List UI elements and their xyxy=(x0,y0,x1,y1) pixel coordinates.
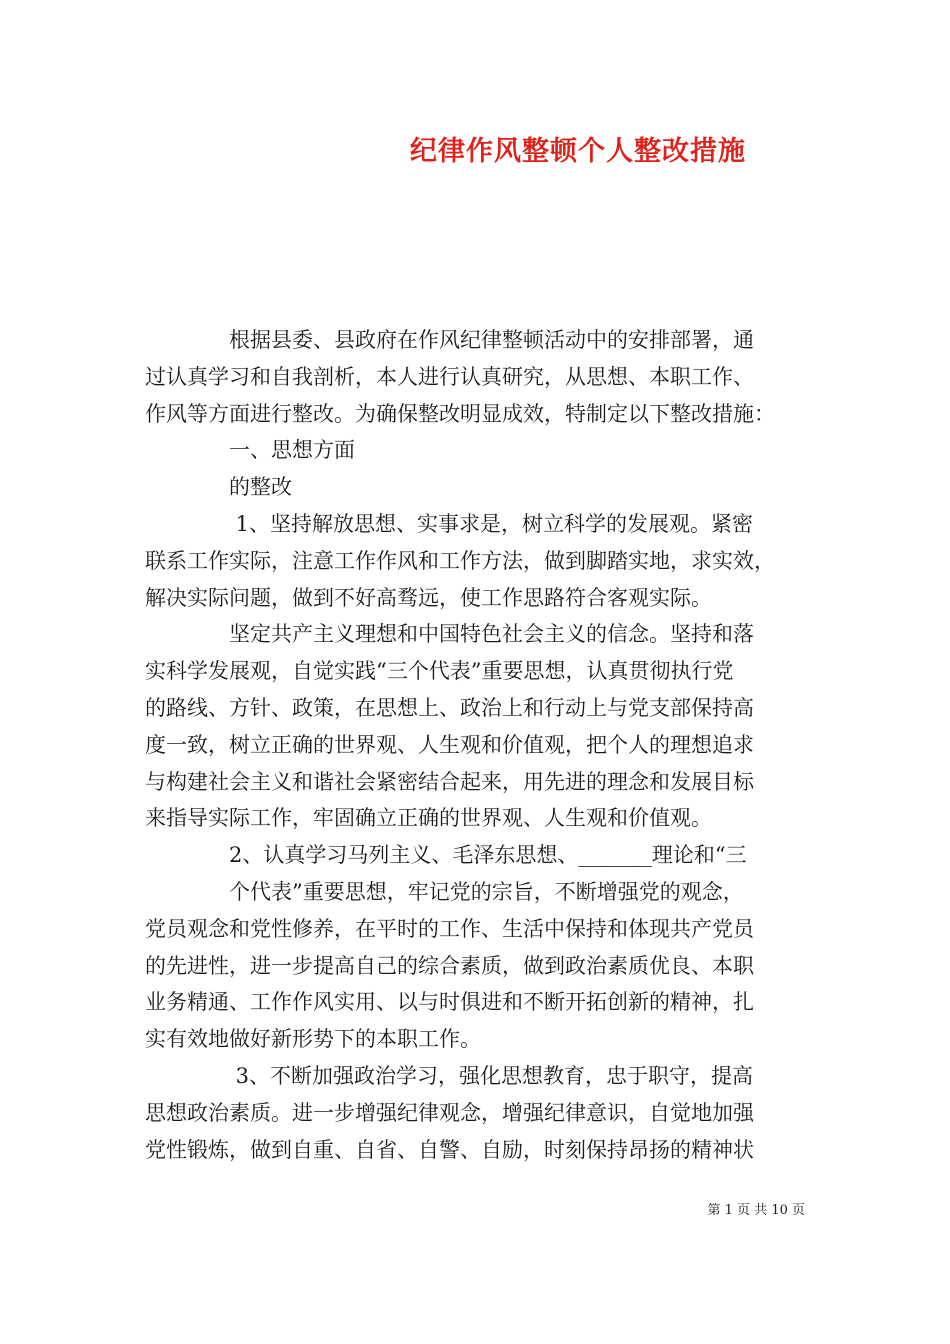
document-body xyxy=(145,322,815,1168)
body-line: 党性锻炼，做到自重、自省、自警、自励，时刻保持昂扬的精神状 xyxy=(145,1137,754,1162)
body-line: 个代表”重要思想，牢记党的宗旨，不断增强党的观念， xyxy=(145,879,744,904)
page-number: 第 1 页 共 10 页 xyxy=(707,1203,805,1218)
body-line: 联系工作实际，注意工作作风和工作方法，做到脚踏实地，求实效， xyxy=(145,548,775,573)
section-heading: 一、思想方面 xyxy=(145,438,355,463)
document-title: 纪律作风整顿个人整改措施 xyxy=(410,136,746,167)
body-line: 来指导实际工作，牢固确立正确的世界观、人生观和价值观。 xyxy=(145,806,712,831)
body-line: 与构建社会主义和谐社会紧密结合起来，用先进的理念和发展目标 xyxy=(145,769,754,794)
body-line: 业务精通、工作作风实用、以与时俱进和不断开拓创新的精神，扎 xyxy=(145,990,754,1015)
body-line: 实有效地做好新形势下的本职工作。 xyxy=(145,1027,481,1052)
body-line: 的路线、方针、政策，在思想上、政治上和行动上与党支部保持高 xyxy=(145,695,754,720)
body-line: 党员观念和党性修养，在平时的工作、生活中保持和体现共产党员 xyxy=(145,916,754,941)
body-line: 3、不断加强政治学习，强化思想教育，忠于职守，提高 xyxy=(145,1063,754,1088)
section-heading: 的整改 xyxy=(145,475,292,500)
body-line: 度一致，树立正确的世界观、人生观和价值观，把个人的理想追求 xyxy=(145,732,754,757)
body-line: 的先进性，进一步提高自己的综合素质，做到政治素质优良、本职 xyxy=(145,953,754,978)
body-line: 作风等方面进行整改。为确保整改明显成效，特制定以下整改措施： xyxy=(145,401,775,426)
body-line: 根据县委、县政府在作风纪律整顿活动中的安排部署，通 xyxy=(145,328,754,352)
body-line: 1、坚持解放思想、实事求是，树立科学的发展观。紧密 xyxy=(145,511,754,536)
body-line: 2、认真学习马列主义、毛泽东思想、_______理论和“三 xyxy=(145,843,747,868)
body-line: 思想政治素质。进一步增强纪律观念，增强纪律意识，自觉地加强 xyxy=(145,1100,754,1125)
body-line: 实科学发展观，自觉实践“三个代表”重要思想，认真贯彻执行党 xyxy=(145,659,734,684)
body-line: 过认真学习和自我剖析，本人进行认真研究，从思想、本职工作、 xyxy=(145,364,754,389)
body-line: 解决实际问题，做到不好高骛远，使工作思路符合客观实际。 xyxy=(145,585,712,610)
body-line: 坚定共产主义理想和中国特色社会主义的信念。坚持和落 xyxy=(145,622,754,647)
